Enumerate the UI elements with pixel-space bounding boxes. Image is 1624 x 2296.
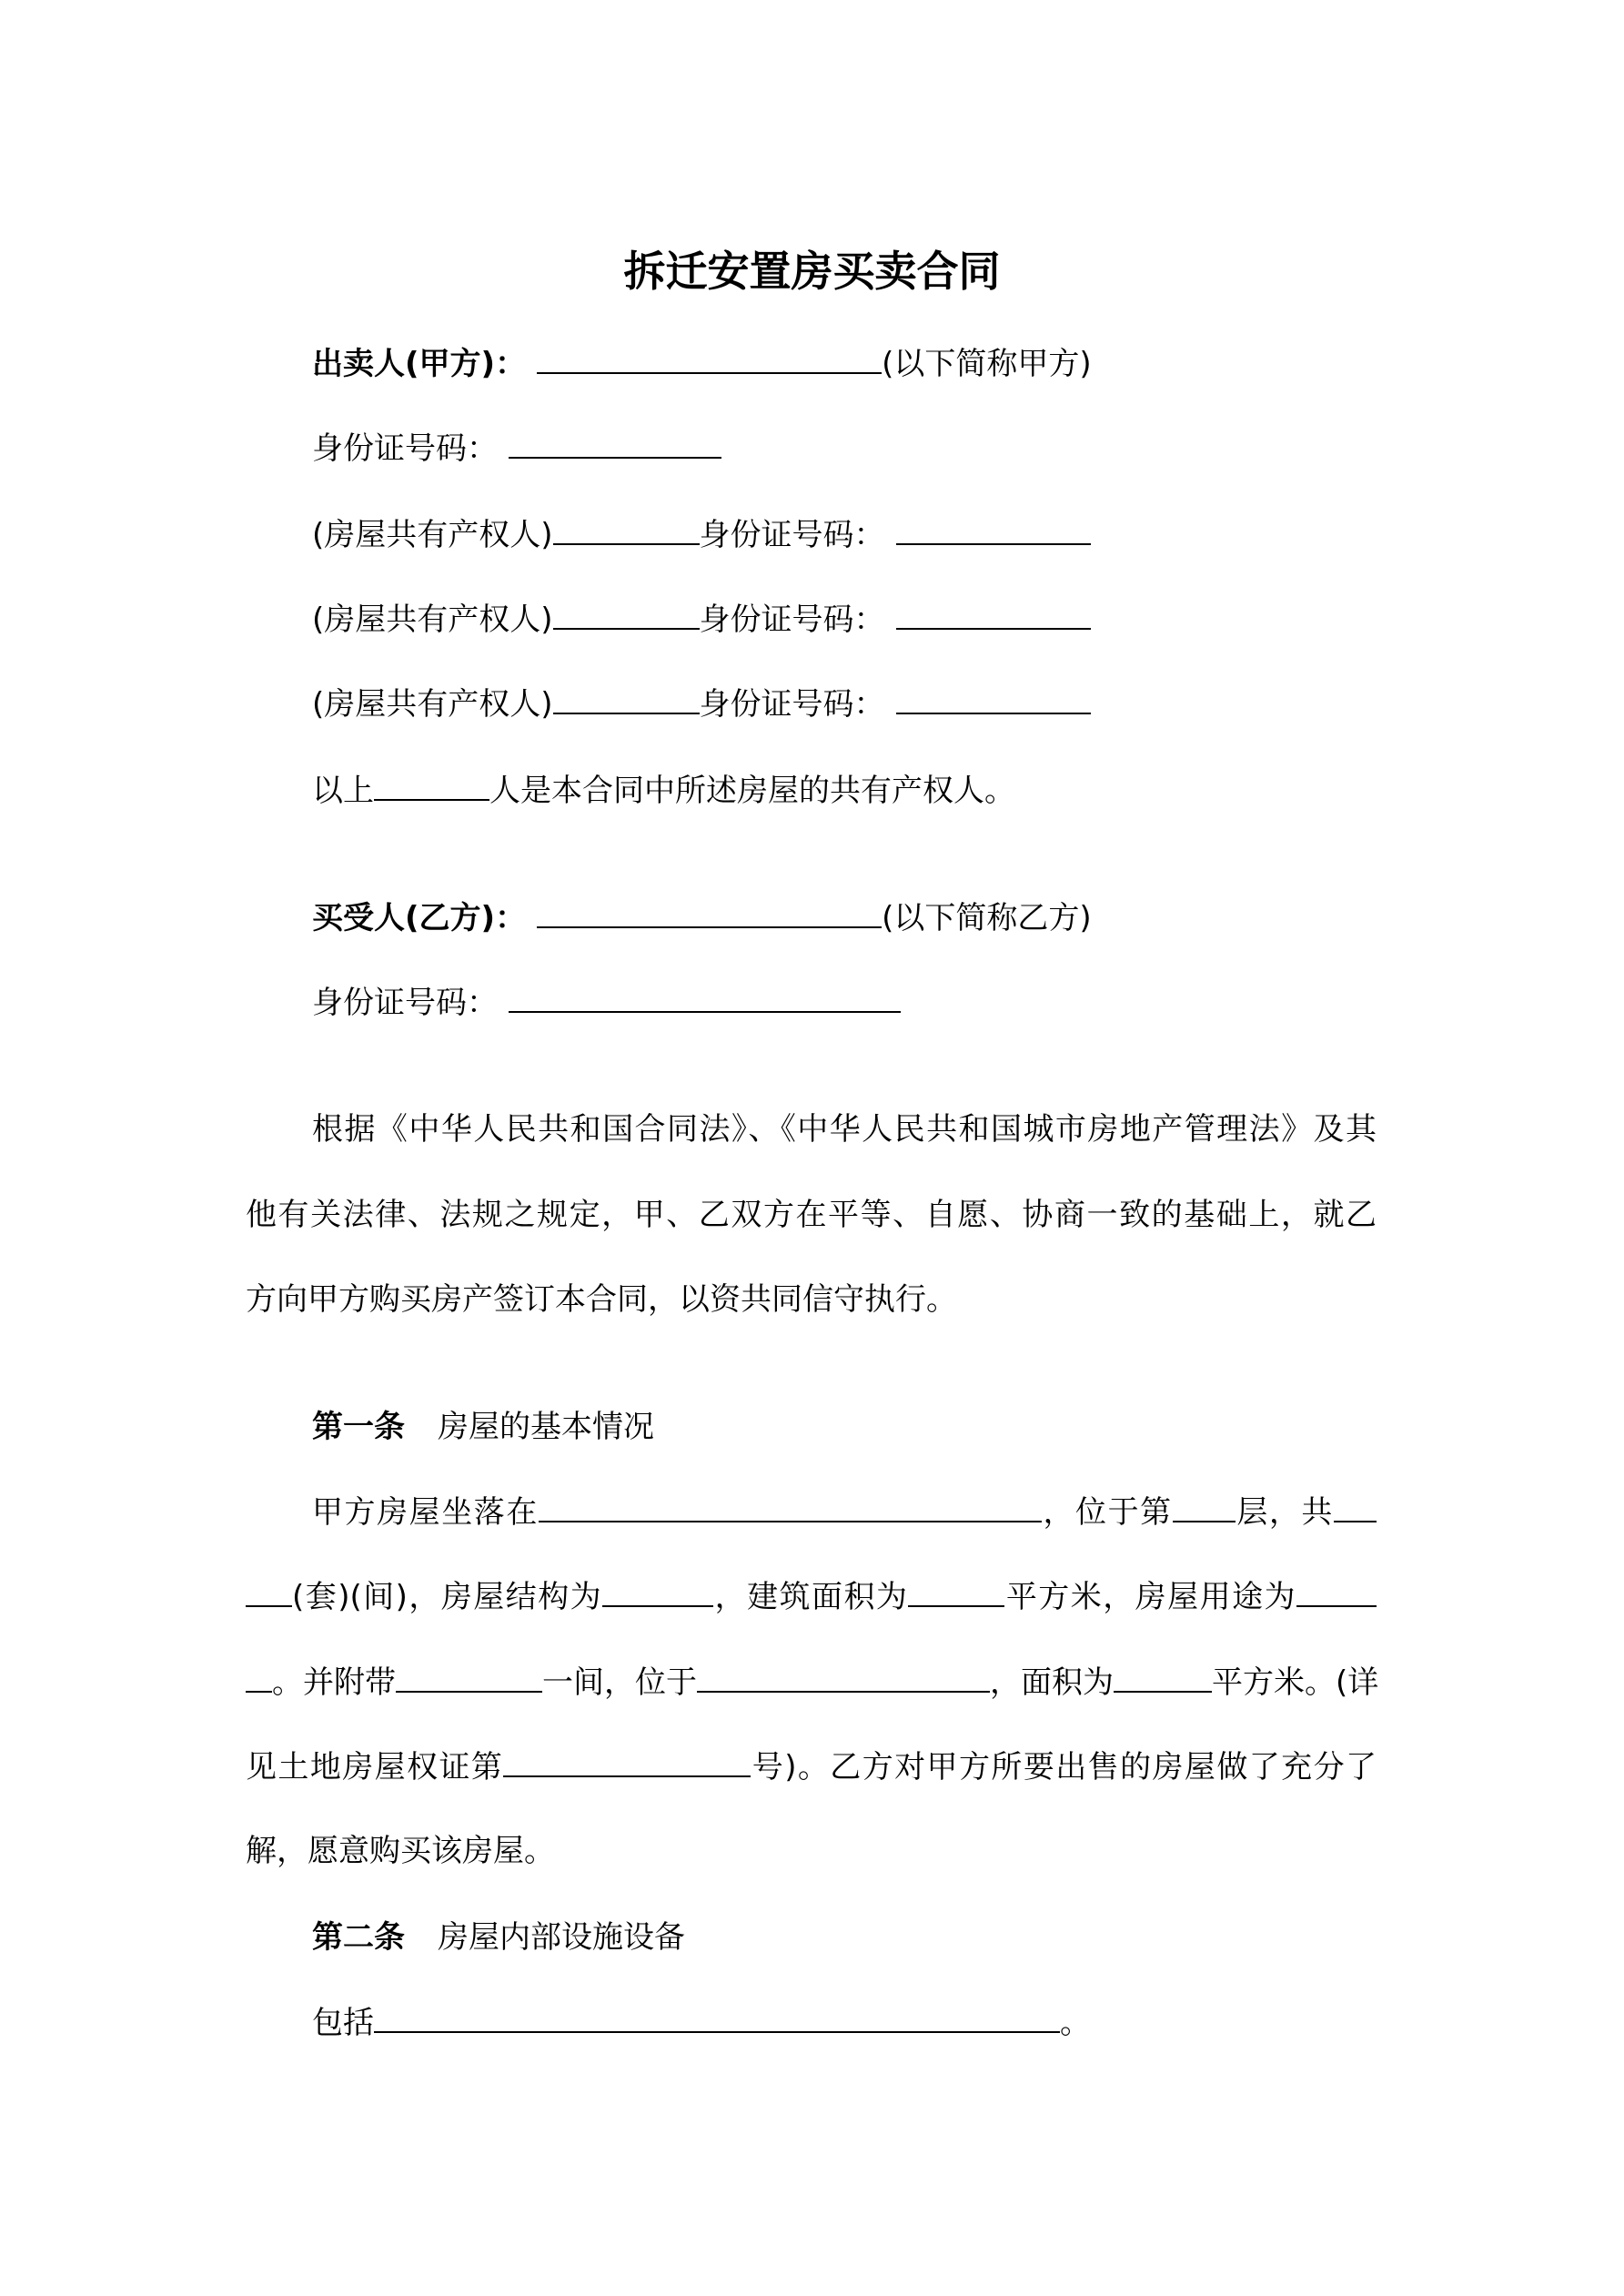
buyer-id-line	[312, 984, 901, 1021]
article-number: 第二条	[312, 1919, 405, 1956]
text: 见土地房屋权证第	[246, 1749, 504, 1785]
certificate-number-field[interactable]	[503, 1748, 751, 1777]
co-owner-label: (房屋共有产权人)	[312, 602, 553, 638]
article-heading: 房屋内部设施设备	[438, 1919, 685, 1956]
location-field[interactable]	[539, 1493, 1042, 1522]
annex-field[interactable]	[396, 1664, 542, 1693]
article2-heading	[312, 1919, 685, 1956]
co-owner-name-field[interactable]	[553, 601, 700, 630]
text: 平方米，房屋用途为	[1004, 1579, 1296, 1615]
preamble-line: 他有关法律、法规之规定，甲、乙双方在平等、自愿、协商一致的基础上，就乙	[246, 1197, 1377, 1233]
id-label: 身份证号码：	[699, 686, 885, 723]
co-owner-line	[312, 601, 1091, 638]
co-owner-name-field[interactable]	[553, 516, 700, 545]
buyer-name-field[interactable]	[537, 899, 882, 928]
preamble-line: 方向甲方购买房产签订本合同，以资共同信守执行。	[246, 1281, 957, 1318]
text: 甲方房屋坐落在	[312, 1494, 539, 1531]
article1-line	[246, 1664, 1377, 1701]
co-owner-count-field[interactable]	[374, 772, 489, 801]
text: 一间，位于	[542, 1664, 697, 1701]
article1-line: 解，愿意购买该房屋。	[246, 1833, 555, 1869]
co-owner-id-field[interactable]	[896, 516, 1091, 545]
preamble-line: 根据《中华人民共和国合同法》、《中华人民共和国城市房地产管理法》及其	[312, 1111, 1377, 1148]
seller-id-line	[312, 430, 721, 467]
id-label: 身份证号码：	[699, 602, 885, 638]
co-owner-label: (房屋共有产权人)	[312, 517, 553, 553]
seller-line	[312, 345, 1092, 382]
co-owner-id-field[interactable]	[896, 601, 1091, 630]
article1-line	[312, 1493, 1377, 1531]
seller-suffix: (以下简称甲方)	[882, 346, 1092, 382]
annex-location-field[interactable]	[697, 1664, 990, 1693]
text: (套)(间)，房屋结构为	[292, 1579, 603, 1615]
article-heading: 房屋的基本情况	[438, 1409, 654, 1445]
article-number: 第一条	[312, 1409, 405, 1445]
text: 。	[1060, 2005, 1091, 2041]
article1-line	[246, 1578, 1377, 1615]
seller-id-field[interactable]	[509, 430, 721, 459]
article1-heading	[312, 1409, 654, 1445]
seller-name-field[interactable]	[537, 345, 882, 374]
co-owner-label: (房屋共有产权人)	[312, 686, 553, 723]
id-label: 身份证号码：	[312, 985, 498, 1021]
buyer-label: 买受人(乙方)：	[312, 900, 527, 936]
text: 平方米。(详	[1212, 1664, 1379, 1701]
usage-field[interactable]	[1296, 1578, 1377, 1607]
text: 。并附带	[272, 1664, 396, 1701]
annex-area-field[interactable]	[1114, 1664, 1212, 1693]
total-field-cont[interactable]	[246, 1578, 292, 1607]
article1-line	[246, 1748, 1377, 1785]
text: ，面积为	[990, 1664, 1114, 1701]
article2-line	[312, 2004, 1091, 2041]
buyer-suffix: (以下简称乙方)	[882, 900, 1092, 936]
id-label: 身份证号码：	[312, 430, 498, 467]
co-owner-line	[312, 685, 1091, 723]
text: ，位于第	[1041, 1494, 1173, 1531]
text: ，建筑面积为	[713, 1579, 909, 1615]
area-field[interactable]	[908, 1578, 1004, 1607]
co-owner-name-field[interactable]	[553, 685, 700, 714]
id-label: 身份证号码：	[699, 517, 885, 553]
co-owner-note-prefix: 以上	[312, 773, 374, 809]
seller-label: 出卖人(甲方)：	[312, 346, 527, 382]
buyer-id-field[interactable]	[509, 984, 901, 1013]
text: 层，共	[1235, 1494, 1334, 1531]
total-field[interactable]	[1334, 1493, 1377, 1522]
buyer-line	[312, 899, 1092, 936]
text: 号)。乙方对甲方所要出售的房屋做了充分了	[751, 1749, 1377, 1785]
co-owner-line	[312, 516, 1091, 553]
co-owner-count-line	[312, 772, 1015, 809]
co-owner-id-field[interactable]	[896, 685, 1091, 714]
structure-field[interactable]	[602, 1578, 713, 1607]
document-title: 拆迁安置房买卖合同	[623, 247, 1001, 296]
floor-field[interactable]	[1173, 1493, 1236, 1522]
text: 包括	[312, 2005, 374, 2041]
co-owner-note-suffix: 人是本合同中所述房屋的共有产权人。	[489, 773, 1015, 809]
usage-field-cont[interactable]	[246, 1664, 272, 1693]
facilities-field[interactable]	[374, 2004, 1060, 2033]
